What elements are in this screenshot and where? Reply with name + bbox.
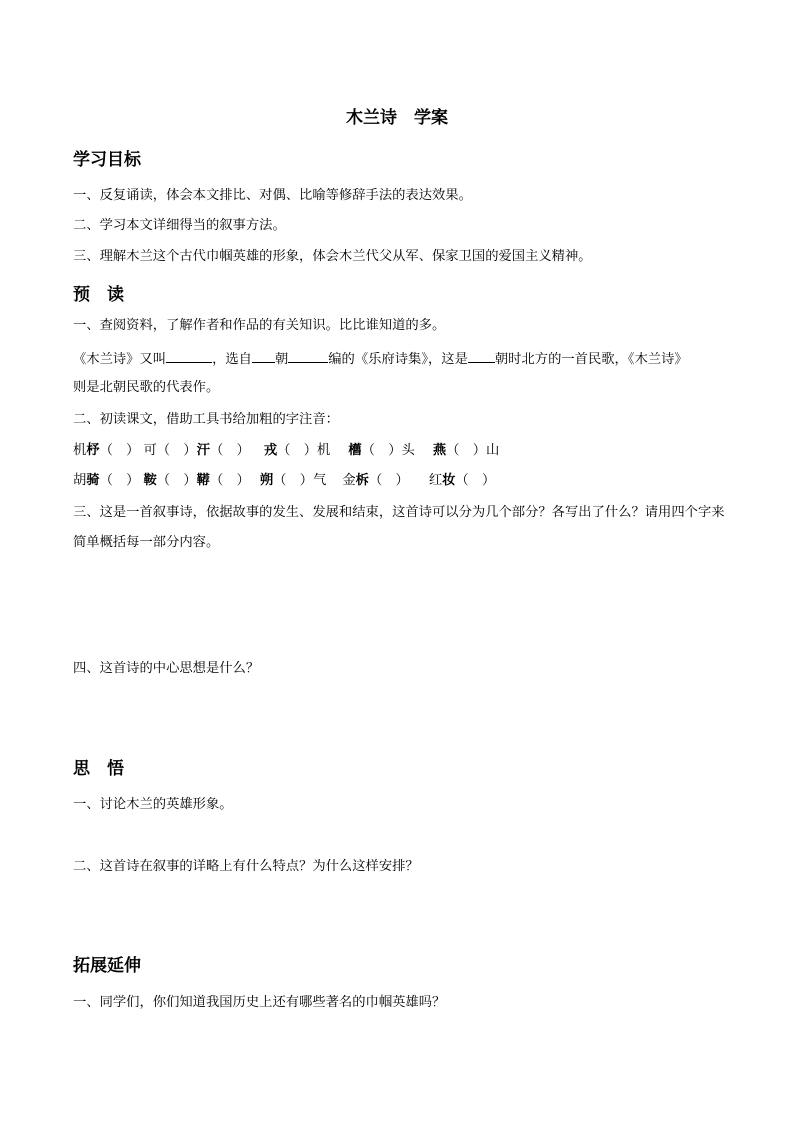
pinyin-item [143,441,196,461]
pinyin-item [260,471,326,491]
pinyin-item [264,441,330,461]
pinyin-bold-char: 鞍 [143,473,157,488]
pinyin-bold-char: 朔 [259,473,274,488]
pinyin-item [342,471,408,491]
pinyin-answer-slot[interactable]: （ ） [156,443,197,458]
preread-question-1: 一、查阅资料，了解作者和作品的有关知识。比比谁知道的多。 [73,318,446,333]
pinyin-item [348,441,414,461]
pinyin-answer-slot[interactable]: （ ） [368,473,409,488]
pinyin-answer-slot[interactable]: （ ）气 [273,473,327,488]
pinyin-bold-char: 柝 [355,473,369,488]
pinyin-bold-char: 杼 [86,443,100,458]
pinyin-row-1 [73,441,499,461]
pinyin-pre: 金 [342,473,356,488]
pinyin-bold-char: 骑 [86,473,100,488]
pinyin-item [73,441,139,461]
pinyin-bold-char: 燕 [432,443,447,458]
page-title: 木兰诗 学案 [346,108,448,128]
goal-item-2: 二、学习本文详细得当的叙事方法。 [73,218,286,233]
goal-item-3: 三、理解木兰这个古代巾帼英雄的形象，体会木兰代父从军、保家卫国的爱国主义精神。 [73,249,592,264]
pinyin-item [143,471,196,491]
preread-question-4: 四、这首诗的中心思想是什么？ [73,661,260,676]
pinyin-answer-slot[interactable]: （ ） [209,443,250,458]
pinyin-answer-slot[interactable]: （ ） [209,473,250,488]
fill-blank-3[interactable] [288,348,328,363]
pinyin-answer-slot[interactable]: （ ）机 [277,443,331,458]
fill-text-4: 编的《乐府诗集》，这是 [328,352,468,367]
goals-heading: 学习目标 [73,150,141,170]
pinyin-pre: 胡 [73,473,87,488]
pinyin-bold-char: 鞯 [196,473,210,488]
reflect-question-2: 二、这首诗在叙事的详略上有什么特点？为什么这样安排？ [73,859,419,874]
fill-blank-4[interactable] [468,348,495,363]
extend-question-1: 一、同学们，你们知道我国历史上还有哪些著名的巾帼英雄吗？ [73,995,446,1010]
pinyin-answer-slot[interactable]: （ ） [156,473,197,488]
fill-text-2: ，选自 [212,352,252,367]
fill-blank-1[interactable] [166,348,212,363]
pinyin-bold-char: 汗 [196,443,210,458]
pinyin-bold-char: 妆 [442,473,456,488]
fill-blank-2[interactable] [252,348,275,363]
goal-item-1: 一、反复诵读，体会本文排比、对偶、比喻等修辞手法的表达效果。 [73,188,472,203]
pinyin-answer-slot[interactable]: （ ） [99,473,140,488]
pinyin-answer-slot[interactable]: （ ）头 [361,443,415,458]
fill-text-1: 《木兰诗》又叫 [73,352,167,367]
pinyin-row-2 [73,471,495,491]
reflect-question-1: 一、讨论木兰的英雄形象。 [73,797,233,812]
extend-heading: 拓展延伸 [73,956,141,976]
fill-text-5: 朝时北方的一首民歌，《木兰诗》 [494,352,688,367]
fill-text-6: 则是北朝民歌的代表作。 [73,380,220,395]
pinyin-answer-slot[interactable]: （ ） [455,473,496,488]
pinyin-item [197,441,250,461]
pinyin-answer-slot[interactable]: （ ） [99,443,140,458]
pinyin-bold-char: 欍 [348,443,362,458]
pinyin-item [73,471,139,491]
pinyin-pre: 可 [143,443,157,458]
fill-text-3: 朝 [274,352,289,367]
pinyin-bold-char: 戎 [263,443,278,458]
preread-question-2: 二、初读课文，借助工具书给加粗的字注音： [73,412,339,427]
preread-question-3: 三、这是一首叙事诗，依据故事的发生、发展和结束，这首诗可以分为几个部分？各写出了什么？请用四个字来简单概括每一部分内容。 [73,505,725,550]
preread-heading: 预 读 [73,285,124,305]
pinyin-answer-slot[interactable]: （ ）山 [446,443,500,458]
pinyin-item [433,441,499,461]
pinyin-pre: 红 [428,473,443,488]
fill-blank-line [73,348,688,370]
pinyin-item [429,471,495,491]
pinyin-item [197,471,250,491]
reflect-heading: 思 悟 [73,759,124,779]
pinyin-pre: 机 [73,443,87,458]
